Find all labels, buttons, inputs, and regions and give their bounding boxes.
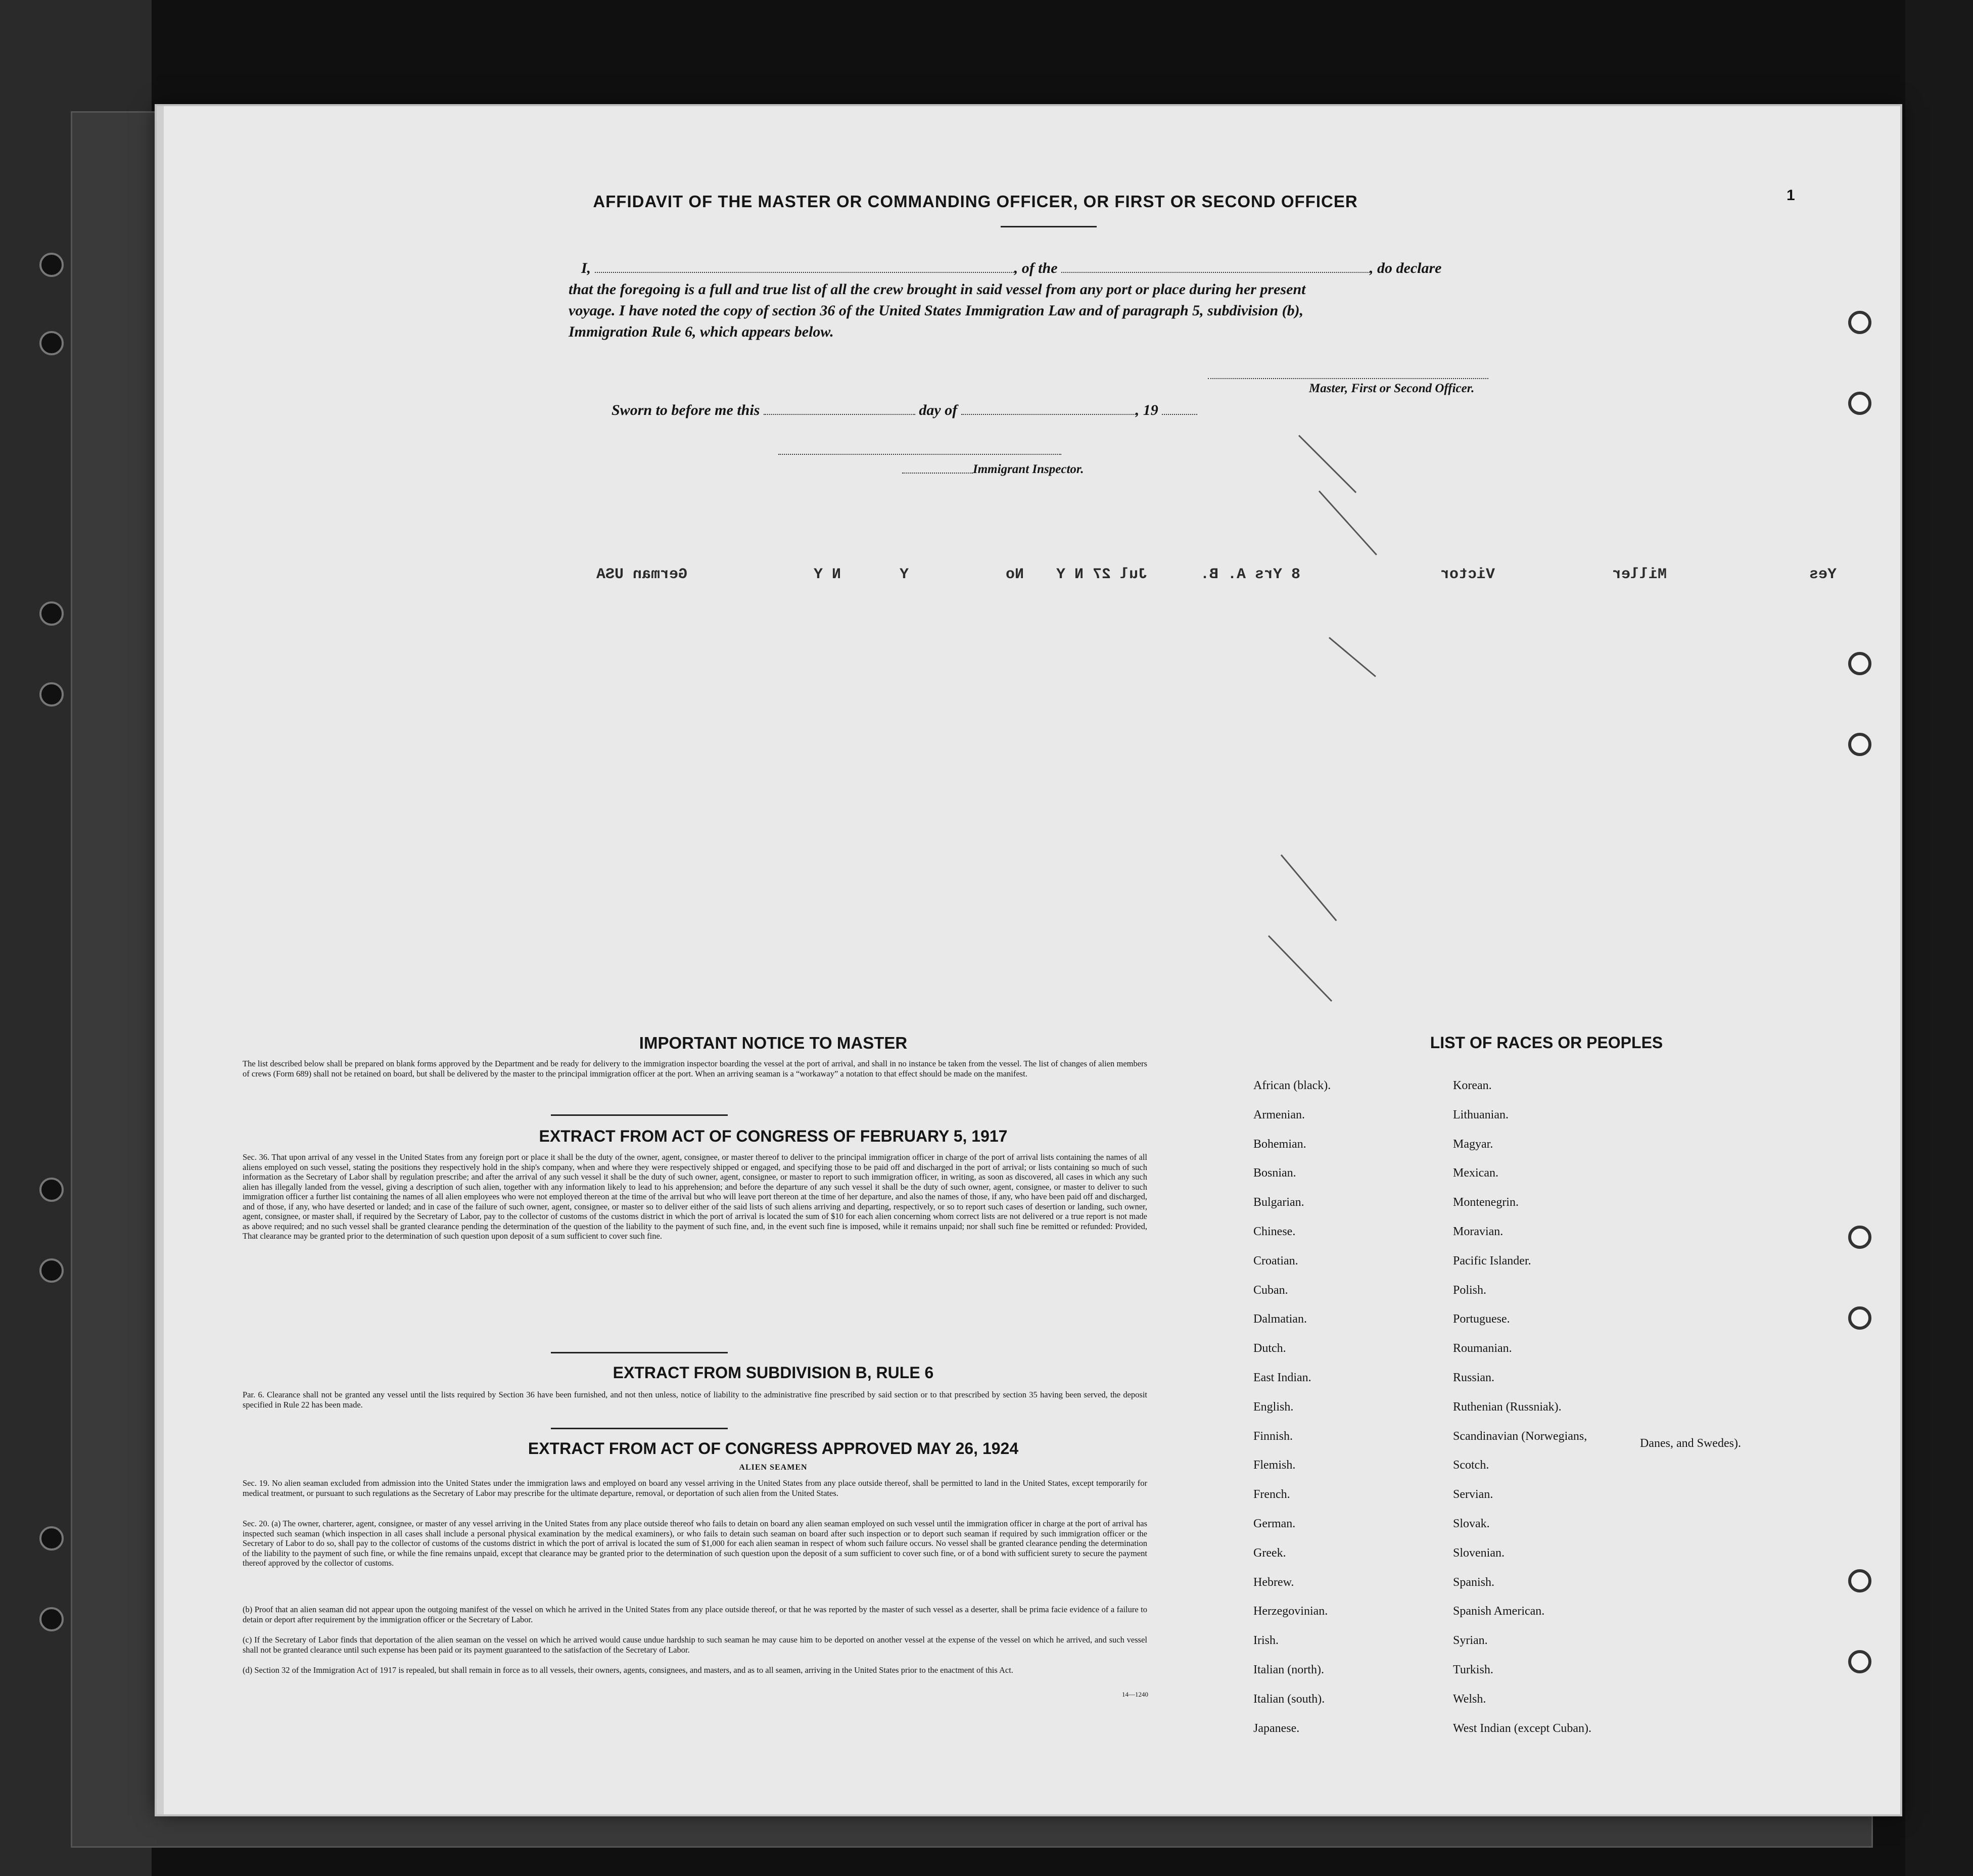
binder-hole [39,1526,64,1551]
sworn-label-b: day of [919,402,958,418]
mirror-text-nationality: German USA [596,566,688,583]
binder-hole [39,601,64,626]
race-item: Roumanian. [1453,1342,1512,1355]
sworn-day-field[interactable] [764,402,915,415]
declarant-name-field[interactable] [595,260,1014,273]
binder-hole [39,331,64,355]
punch-hole [1848,1226,1871,1249]
race-item: Cuban. [1253,1283,1288,1297]
race-item: Bulgarian. [1253,1196,1304,1209]
race-item: Bohemian. [1253,1137,1306,1151]
bleed-stroke [1298,435,1356,493]
form-number: 14—1240 [1122,1691,1148,1698]
punch-hole [1848,392,1871,415]
mirror-text-y: Y [900,566,909,583]
punch-hole [1848,311,1871,334]
extract-1917-rule [551,1352,728,1353]
title-rule [1001,226,1097,227]
race-item: Italian (north). [1253,1663,1324,1676]
race-item: Welsh. [1453,1692,1486,1706]
sworn-label-a: Sworn to before me this [612,402,760,418]
extract-1924-sec20b: (b) Proof that an alien seaman did not appear upon the outgoing manifest of the vessel on which he arrived in the United States from any place outside thereof, or that he was reported by the master of such vessel as a deserter, shall be prima facie evidence of a failure to detain or deport after requirement by the immigration officer or the Secretary of Labor. [243,1605,1147,1624]
race-item: Magyar. [1453,1137,1493,1151]
race-item: Irish. [1253,1634,1279,1648]
punch-hole [1848,1306,1871,1330]
race-item: Montenegrin. [1453,1196,1519,1209]
race-item: Korean. [1453,1079,1492,1092]
mirror-text-given-name: Victor [1440,566,1495,583]
punch-hole [1848,733,1871,756]
race-item: Armenian. [1253,1108,1305,1121]
race-item: Flemish. [1253,1459,1296,1472]
bleed-stroke [1329,637,1376,677]
punch-hole [1848,1569,1871,1592]
bleed-stroke [1268,935,1332,1002]
race-item: Scotch. [1453,1459,1489,1472]
race-item: Ruthenian (Russniak). [1453,1400,1562,1414]
bleed-stroke [1281,855,1337,921]
race-item: Dalmatian. [1253,1312,1307,1326]
extract-1917-title: EXTRACT FROM ACT OF CONGRESS OF FEBRUARY 5, 1917 [539,1127,1008,1145]
race-item: Slovenian. [1453,1546,1505,1560]
affidavit-line-3: voyage. I have noted the copy of section 36 of the United States Immigration Law and of paragraph 5, subdivision (b), [569,302,1304,319]
race-item: Spanish. [1453,1575,1495,1589]
extract-1924-sec19: Sec. 19. No alien seaman excluded from admission into the United States under the immigration laws and employed on board any vessel arriving in the United States from any place outside thereof, shall be permitted to land in the United States, except temporarily for medical treatment, or pursuant to such regulations as the Secretary of Labor may prescribe for the ultimate departure, removal, or deportation of such alien from the United States. [243,1478,1147,1498]
race-item: Moravian. [1453,1225,1504,1238]
extract-1924-sec20d: (d) Section 32 of the Immigration Act of 1917 is repealed, but shall remain in force as to all vessels, their owners, agents, consignees, and masters, and as to all seamen, arriving in the United States prior to the enactment of this Act. [243,1665,1013,1675]
binder-hole [39,1607,64,1631]
race-item-scandinavian-cont: Danes, and Swedes). [1640,1437,1741,1450]
race-item: Mexican. [1453,1166,1498,1180]
race-item: West Indian (except Cuban). [1453,1721,1591,1735]
race-item: Russian. [1453,1371,1495,1384]
race-item: Lithuanian. [1453,1108,1509,1121]
binder-hole [39,1178,64,1202]
master-signature-label: Master, First or Second Officer. [1309,382,1475,395]
race-item: Herzegovinian. [1253,1605,1328,1618]
race-item: Bosnian. [1253,1166,1296,1180]
affidavit-statement [569,258,1514,343]
race-item: Japanese. [1253,1721,1300,1735]
race-item: Croatian. [1253,1254,1298,1268]
manifest-page [157,106,1900,1814]
race-item: Scandinavian (Norwegians, [1453,1429,1587,1443]
extract-1924-sec20a: Sec. 20. (a) The owner, charterer, agent, consignee, or master of any vessel arriving in the United States from any place outside thereof who fails to detain on board any alien seaman employed on such vessel until the immigration officer in charge at the port of arrival has inspected such seaman (which inspection in all cases shall include a personal physical examination by the medical examiners), or who fails to detain such seaman on board after such inspection or to deport such seaman if required by such immigration officer or the Secretary of Labor to do so, shall pay to the collector of customs of the customs district in which the port of arrival is located the sum of $1,000 for each alien seaman in respect of whom such failure occurs. No vessel shall be granted clearance pending the determination of the liability to the payment of such fine, or while the fine remains unpaid, except that clearance may be granted prior to the determination of such question upon the deposit of a sum sufficient to cover such fine, or of a bond with sufficient surety to secure the payment thereof approved by the collector of customs. [243,1519,1147,1568]
page-left-edge [157,106,164,1814]
sworn-year-field[interactable] [1162,402,1197,415]
binder-hole [39,1258,64,1283]
sworn-statement [612,402,1197,419]
extract-rule6-body: Par. 6. Clearance shall not be granted any vessel until the lists required by Section 36 have been furnished, and not then unless, notice of liability to the administrative fine prescribed by said section or to that prescribed by section 35 having been served, the deposit specified in Rule 22 has been made. [243,1390,1147,1410]
extract-rule6-rule [551,1428,728,1429]
race-item: Turkish. [1453,1663,1493,1676]
punch-hole [1848,652,1871,675]
mirror-text-surname: Miller [1612,566,1667,583]
inspector-short-line [902,473,973,474]
alien-seamen-subtitle: ALIEN SEAMEN [739,1463,808,1472]
notice-rule [551,1114,728,1116]
mirror-text-service: 8 Yrs A. B. [1200,566,1301,583]
sworn-month-field[interactable] [961,402,1136,415]
race-item: English. [1253,1400,1294,1414]
of-the-label: , of the [1014,260,1058,276]
race-item: Italian (south). [1253,1692,1325,1706]
race-item: Chinese. [1253,1225,1296,1238]
vessel-name-field[interactable] [1061,260,1370,273]
race-item: Spanish American. [1453,1605,1545,1618]
declarant-prefix: I, [581,260,591,276]
binder-hole [39,682,64,707]
race-item: Hebrew. [1253,1575,1294,1589]
mirror-text-date: Jul 27 N Y [1056,566,1148,583]
affidavit-line-4: Immigration Rule 6, which appears below. [569,323,834,340]
sworn-label-c: , 19 [1135,402,1158,418]
race-item: French. [1253,1488,1290,1502]
race-item: Greek. [1253,1546,1286,1560]
inspector-label: Immigrant Inspector. [973,462,1084,476]
inspector-signature-line[interactable] [778,454,1061,455]
punch-hole [1848,1650,1871,1673]
extract-1917-body: Sec. 36. That upon arrival of any vessel in the United States from any foreign port or place it shall be the duty of the owner, agent, consignee, or master thereof to deliver to the principal immigration officer in charge of the port of arrival lists containing the names of all aliens employed on such vessel, stating the positions they respectively hold in the ship's company, when and where they were respectively shipped or engaged, and specifying those to be paid off and discharged in the port of arrival; or lists containing so much of such information as the Secretary of Labor shall by regulation prescribe; and after the arrival of any such vessel it shall be the duty of such owner, agent, consignee, or master to report to such immigration officer, in writing, as soon as discovered, all cases in which any such alien has illegally landed from the vessel, giving a description of such alien, together with any information likely to lead to his apprehension; and before the departure of any such vessel it shall be the duty of such owner, agent, consignee, or master to deliver to such immigration officer a further list containing the names of all alien employees who were not employed thereon at the time of the arrival but who will leave port thereon at the time of her departure, and also the names of those, if any, who have been paid off and discharged, and of those, if any, who have deserted or landed; and in case of the failure of such owner, agent, consignee, or master so to deliver either of the said lists of such aliens arriving and departing, respectively, or so to report such cases of desertion or landing, such owner, agent, consignee, or master shall, if required by the Secretary of Labor, pay to the collector of customs of the customs district in which the port of arrival is located the sum of $10 for each alien concerning whom correct lists are not delivered or a true report is not made as above required; and no such vessel shall be granted clearance pending the determination of the question of the liability to the payment of such fine, and, in the event such fine is imposed, while it remains unpaid; nor shall such fine be remitted or refunded: Provided, That clearance may be granted prior to the determination of such question upon deposit of a sum sufficient to cover such fine. [243,1152,1147,1241]
binder-hole [39,253,64,277]
race-item: Polish. [1453,1283,1487,1297]
page-number: 1 [1787,187,1795,204]
race-item: East Indian. [1253,1371,1311,1384]
film-right-strip [1905,0,1973,1876]
notice-body: The list described below shall be prepared on blank forms approved by the Department and be ready for delivery to the immigration inspector boarding the vessel at the port of arrival, and shall in no instance be taken from the vessel. The list of changes of alien members of crews (Form 689) shall not be retained on board, but shall be delivered by the master to the principal immigration officer at the port. When an arriving seaman is a “workaway” a notation to that effect should be made on the manifest. [243,1059,1147,1078]
races-title: LIST OF RACES OR PEOPLES [1430,1034,1663,1052]
master-signature-line[interactable] [1208,378,1488,379]
race-item: Servian. [1453,1488,1493,1502]
do-declare-label: , do declare [1370,260,1442,276]
race-item: German. [1253,1517,1296,1530]
mirror-text-yes: Yes [1809,566,1837,583]
affidavit-line-1 [569,258,1514,279]
race-item: Pacific Islander. [1453,1254,1531,1268]
extract-1924-sec20c: (c) If the Secretary of Labor finds that deportation of the alien seaman on the vessel on which he arrived would cause undue hardship to such seaman he may cause him to be deported on another vessel at the expense of the vessel on which he arrived, and such vessel shall not be granted clearance until such expense has been paid or its payment guaranteed to the satisfaction of the Secretary of Labor. [243,1635,1147,1655]
race-item: Portuguese. [1453,1312,1510,1326]
race-item: Finnish. [1253,1429,1293,1443]
bleed-stroke [1319,490,1377,555]
race-item: Dutch. [1253,1342,1286,1355]
mirror-text-ny: N Y [814,566,841,583]
mirror-text-no: No [1006,566,1024,583]
race-item: Slovak. [1453,1517,1490,1530]
extract-rule6-title: EXTRACT FROM SUBDIVISION B, RULE 6 [613,1364,934,1382]
race-item: African (black). [1253,1079,1331,1092]
extract-1924-title: EXTRACT FROM ACT OF CONGRESS APPROVED MAY 26, 1924 [528,1439,1019,1458]
affidavit-title: AFFIDAVIT OF THE MASTER OR COMMANDING OFFICER, OR FIRST OR SECOND OFFICER [593,192,1358,211]
race-item: Syrian. [1453,1634,1488,1648]
affidavit-line-2: that the foregoing is a full and true list of all the crew brought in said vessel from any port or place during her present [569,281,1306,298]
notice-title: IMPORTANT NOTICE TO MASTER [639,1034,908,1052]
